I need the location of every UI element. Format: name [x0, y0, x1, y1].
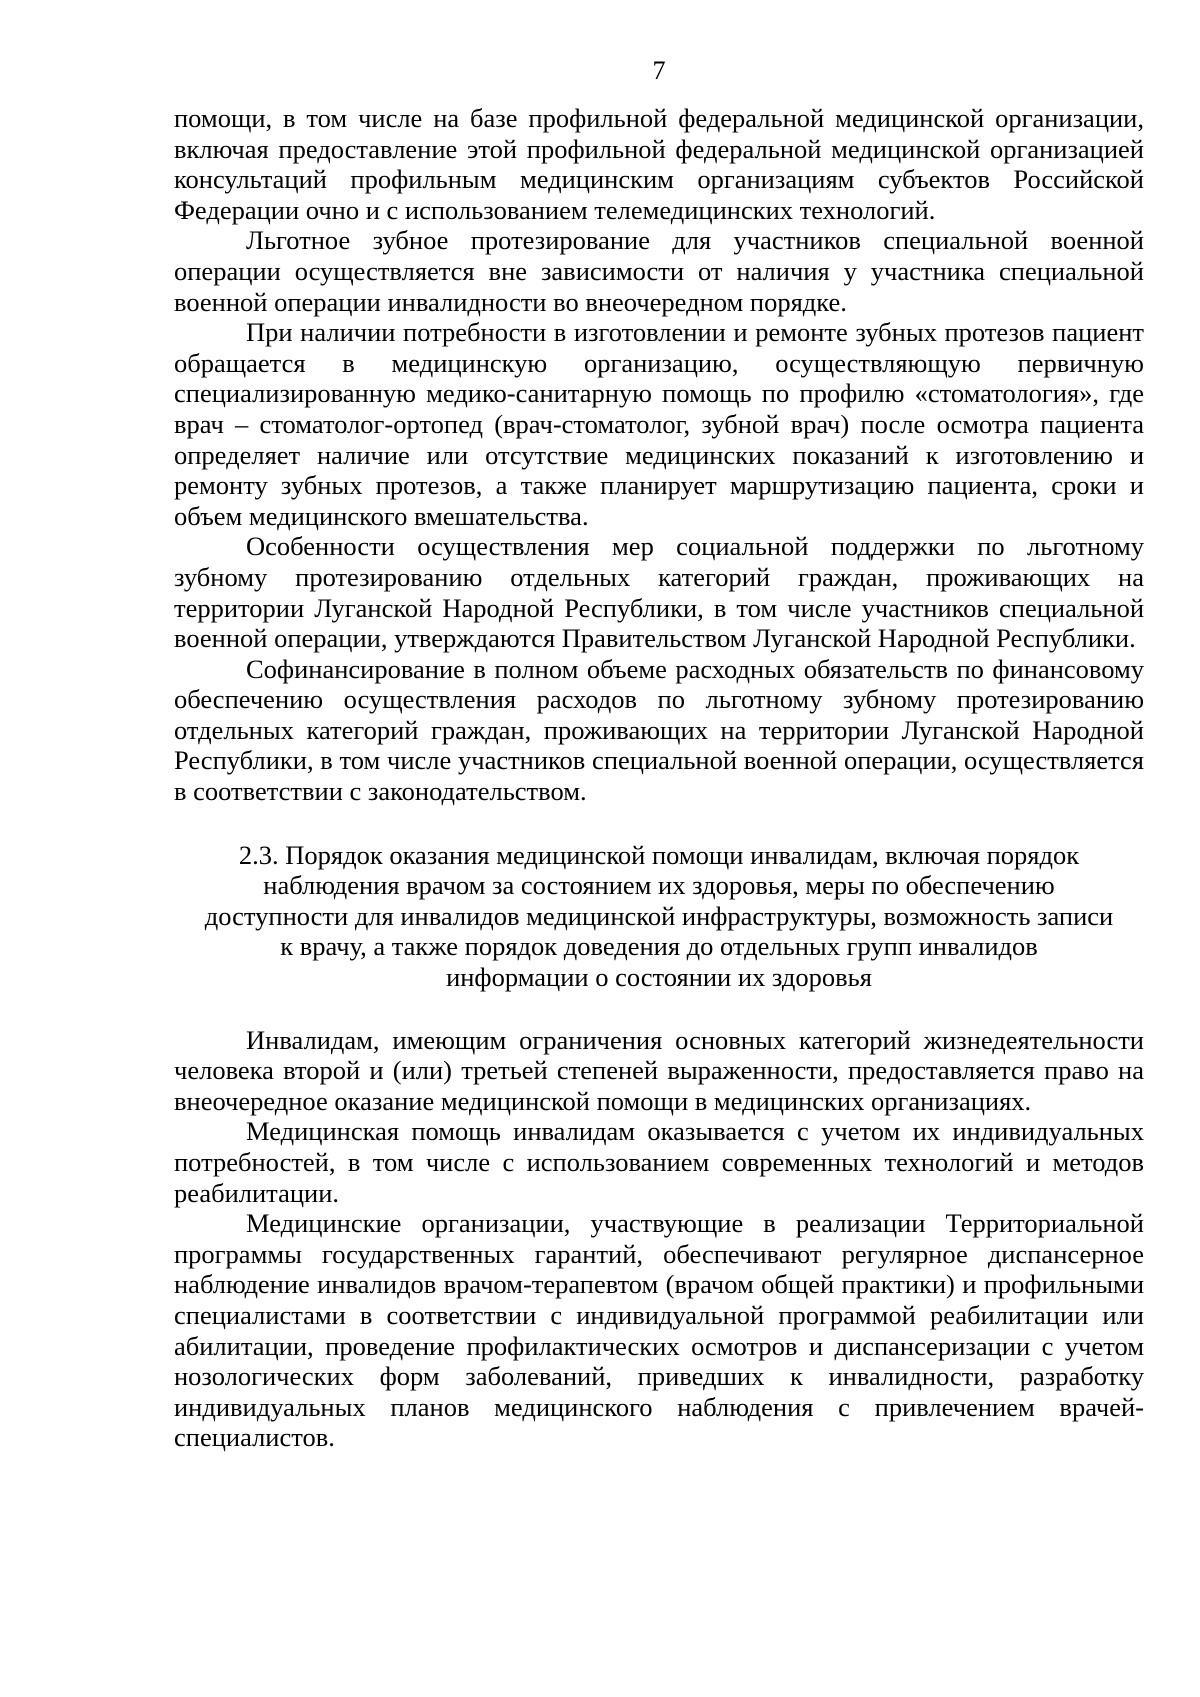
section-heading-line: доступности для инвалидов медицинской инфраструктуры, возможность записи	[204, 900, 1114, 931]
paragraph-individual-needs: Медицинская помощь инвалидам оказывается с учетом их индивидуальных потребностей, в том числе с использованием современных технологий и методов реабилитации.	[174, 1116, 1144, 1208]
section-heading-line: информации о состоянии их здоровья	[446, 962, 872, 993]
section-heading-line: 2.3. Порядок оказания медицинской помощи инвалидам, включая порядок	[238, 839, 1080, 870]
paragraph-social-support: Особенности осуществления мер социальной поддержки по льготному зубному протезированию отдельных категорий граждан, проживающих на территории Луганской Народной Республики, в том числе участников специальной военной операции, утверждаются Правительством Луганской Народной Республики.	[174, 531, 1144, 654]
section-heading	[174, 840, 1144, 993]
page-number: 7	[652, 56, 666, 85]
paragraph-dental-prosthetics-svo: Льготное зубное протезирование для участников специальной военной операции осуществляется вне зависимости от наличия у участника специальной военной операции инвалидности во внеочередном порядке.	[174, 225, 1144, 317]
section-heading-line: наблюдения врачом за состоянием их здоровья, меры по обеспечению	[263, 870, 1055, 901]
paragraph-continuation: помощи, в том числе на базе профильной федеральной медицинской организации, включая предоставление этой профильной федеральной медицинской организацией консультаций профильным медицинским организациям субъектов Российской Федерации очно и с использованием телемедицинских технологий.	[174, 103, 1144, 225]
paragraph-disabled-priority: Инвалидам, имеющим ограничения основных категорий жизнедеятельности человека второй и (или) третьей степеней выраженности, предоставляется право на внеочередное оказание медицинской помощи в медицинских организациях.	[174, 1024, 1144, 1116]
document-page	[174, 56, 1144, 1453]
section-heading-line: к врачу, а также порядок доведения до отдельных групп инвалидов	[280, 931, 1038, 962]
paragraph-dispensary-observation: Медицинские организации, участвующие в реализации Территориальной программы государственных гарантий, обеспечивают регулярное диспансерное наблюдение инвалидов врачом-терапевтом (врачом общей практики) и профильными специалистами в соответствии с индивидуальной программой реабилитации или абилитации, проведение профилактических осмотров и диспансеризации с учетом нозологических форм заболеваний, приведших к инвалидности, разработку индивидуальных планов медицинского наблюдения с привлечением врачей-специалистов.	[174, 1208, 1144, 1453]
paragraph-prosthetics-procedure: При наличии потребности в изготовлении и ремонте зубных протезов пациент обращается в медицинскую организацию, осуществляющую первичную специализированную медико-санитарную помощь по профилю «стоматология», где врач – стоматолог-ортопед (врач-стоматолог, зубной врач) после осмотра пациента определяет наличие или отсутствие медицинских показаний к изготовлению и ремонту зубных протезов, а также планирует маршрутизацию пациента, сроки и объем медицинского вмешательства.	[174, 317, 1144, 531]
paragraph-cofinancing: Софинансирование в полном объеме расходных обязательств по финансовому обеспечению осуществления расходов по льготному зубному протезированию отдельных категорий граждан, проживающих на территории Луганской Народной Республики, в том числе участников специальной военной операции, осуществляется в соответствии с законодательством.	[174, 653, 1144, 807]
